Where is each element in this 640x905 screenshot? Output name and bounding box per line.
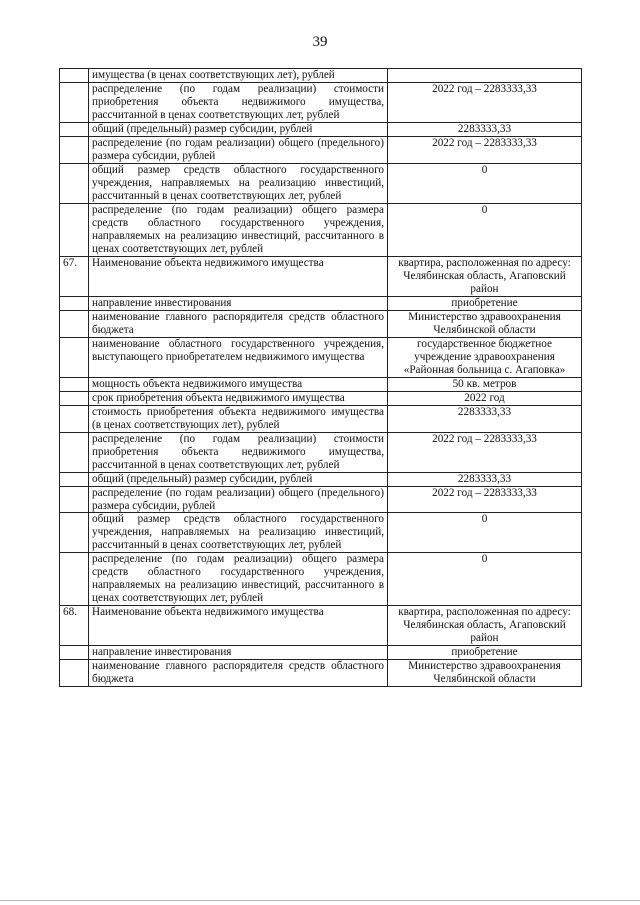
row-number-cell — [60, 606, 89, 646]
parameter-value: 2022 год — [388, 391, 582, 405]
parameter-value: 2022 год – 2283333,33 — [388, 136, 582, 163]
parameter-value: 0 — [388, 553, 582, 606]
row-number-cell — [60, 472, 89, 486]
parameter-name: распределение (по годам реализации) общего (предельного) размера субсидии, рублей — [89, 136, 388, 163]
table-row — [60, 472, 582, 486]
page-bottom-edge — [0, 900, 640, 901]
parameter-value: Министерство здравоохранения Челябинской области — [388, 310, 582, 337]
row-number-cell — [60, 69, 89, 83]
table-row — [60, 377, 582, 391]
parameter-value: приобретение — [388, 646, 582, 660]
table-row — [60, 606, 582, 646]
parameter-name: распределение (по годам реализации) общего размера средств областного государственного учреждения, направляемых на реализацию инвестиций, рассчитанного в ценах соответствующих лет, рублей — [89, 203, 388, 256]
parameter-name: направление инвестирования — [89, 296, 388, 310]
row-number-cell — [60, 391, 89, 405]
parameter-value: 2022 год – 2283333,33 — [388, 432, 582, 472]
parameter-name: распределение (по годам реализации) стоимости приобретения объекта недвижимого имущества, рассчитанной в ценах соответствующих лет, рублей — [89, 432, 388, 472]
parameter-value: 2283333,33 — [388, 122, 582, 136]
parameter-value: 2022 год – 2283333,33 — [388, 486, 582, 513]
parameter-name: общий (предельный) размер субсидии, рублей — [89, 122, 388, 136]
table-row — [60, 553, 582, 606]
table-row — [60, 432, 582, 472]
table-row — [60, 337, 582, 377]
table-row — [60, 69, 582, 83]
parameter-name: распределение (по годам реализации) общего размера средств областного государственного учреждения, направляемых на реализацию инвестиций, рассчитанного в ценах соответствующих лет, рублей — [89, 553, 388, 606]
parameter-value: 2283333,33 — [388, 472, 582, 486]
table-row — [60, 646, 582, 660]
row-number-cell — [60, 405, 89, 432]
row-number-cell — [60, 432, 89, 472]
row-number-cell — [60, 486, 89, 513]
table-row — [60, 486, 582, 513]
parameter-name: имущества (в ценах соответствующих лет), рублей — [89, 69, 388, 83]
table-row — [60, 82, 582, 122]
row-number-cell — [60, 122, 89, 136]
parameter-name: Наименование объекта недвижимого имущества — [89, 256, 388, 296]
parameter-name: Наименование объекта недвижимого имущества — [89, 606, 388, 646]
row-number-cell — [60, 256, 89, 296]
table-row — [60, 296, 582, 310]
parameter-name: направление инвестирования — [89, 646, 388, 660]
parameter-name: наименование главного распорядителя средств областного бюджета — [89, 310, 388, 337]
parameter-name: общий размер средств областного государственного учреждения, направляемых на реализацию инвестиций, рассчитанный в ценах соответствующих лет, рублей — [89, 163, 388, 203]
table-body — [60, 69, 582, 687]
row-number: 67. — [63, 256, 77, 269]
row-number-cell — [60, 82, 89, 122]
row-number-cell — [60, 513, 89, 553]
parameter-value: квартира, расположенная по адресу: Челябинская область, Агаповский район — [388, 606, 582, 646]
parameter-value — [388, 69, 582, 83]
parameter-value: квартира, расположенная по адресу: Челябинская область, Агаповский район — [388, 256, 582, 296]
parameter-name: общий размер средств областного государственного учреждения, направляемых на реализацию инвестиций, рассчитанный в ценах соответствующих лет, рублей — [89, 513, 388, 553]
page-number: 39 — [312, 34, 328, 50]
row-number-cell — [60, 136, 89, 163]
parameter-value: 0 — [388, 163, 582, 203]
table-row — [60, 391, 582, 405]
parameter-name: мощность объекта недвижимого имущества — [89, 377, 388, 391]
parameter-name: срок приобретения объекта недвижимого имущества — [89, 391, 388, 405]
table-row — [60, 163, 582, 203]
parameter-name: наименование областного государственного учреждения, выступающего приобретателем недвижимого имущества — [89, 337, 388, 377]
parameter-name: стоимость приобретения объекта недвижимого имущества (в ценах соответствующих лет), рублей — [89, 405, 388, 432]
parameter-value: Министерство здравоохранения Челябинской области — [388, 660, 582, 687]
parameter-name: распределение (по годам реализации) стоимости приобретения объекта недвижимого имущества, рассчитанной в ценах соответствующих лет, рублей — [89, 82, 388, 122]
table-row — [60, 405, 582, 432]
row-number-cell — [60, 203, 89, 256]
table-row — [60, 122, 582, 136]
parameter-name: наименование главного распорядителя средств областного бюджета — [89, 660, 388, 687]
table-row — [60, 256, 582, 296]
parameter-value: 2022 год – 2283333,33 — [388, 82, 582, 122]
table-row — [60, 660, 582, 687]
table-row — [60, 513, 582, 553]
parameter-value: 2283333,33 — [388, 405, 582, 432]
investment-objects-table — [59, 68, 582, 687]
parameter-name: общий (предельный) размер субсидии, рублей — [89, 472, 388, 486]
row-number-cell — [60, 296, 89, 310]
row-number-cell — [60, 377, 89, 391]
row-number-cell — [60, 553, 89, 606]
row-number-cell — [60, 310, 89, 337]
row-number-cell — [60, 163, 89, 203]
parameter-value: 50 кв. метров — [388, 377, 582, 391]
table-row — [60, 310, 582, 337]
parameter-value: 0 — [388, 203, 582, 256]
row-number: 68. — [63, 606, 77, 619]
table-row — [60, 203, 582, 256]
row-number-cell — [60, 660, 89, 687]
parameter-value: 0 — [388, 513, 582, 553]
row-number-cell — [60, 337, 89, 377]
table-row — [60, 136, 582, 163]
parameter-name: распределение (по годам реализации) общего (предельного) размера субсидии, рублей — [89, 486, 388, 513]
parameter-value: приобретение — [388, 296, 582, 310]
row-number-cell — [60, 646, 89, 660]
parameter-value: государственное бюджетное учреждение здравоохранения «Районная больница с. Агаповка» — [388, 337, 582, 377]
